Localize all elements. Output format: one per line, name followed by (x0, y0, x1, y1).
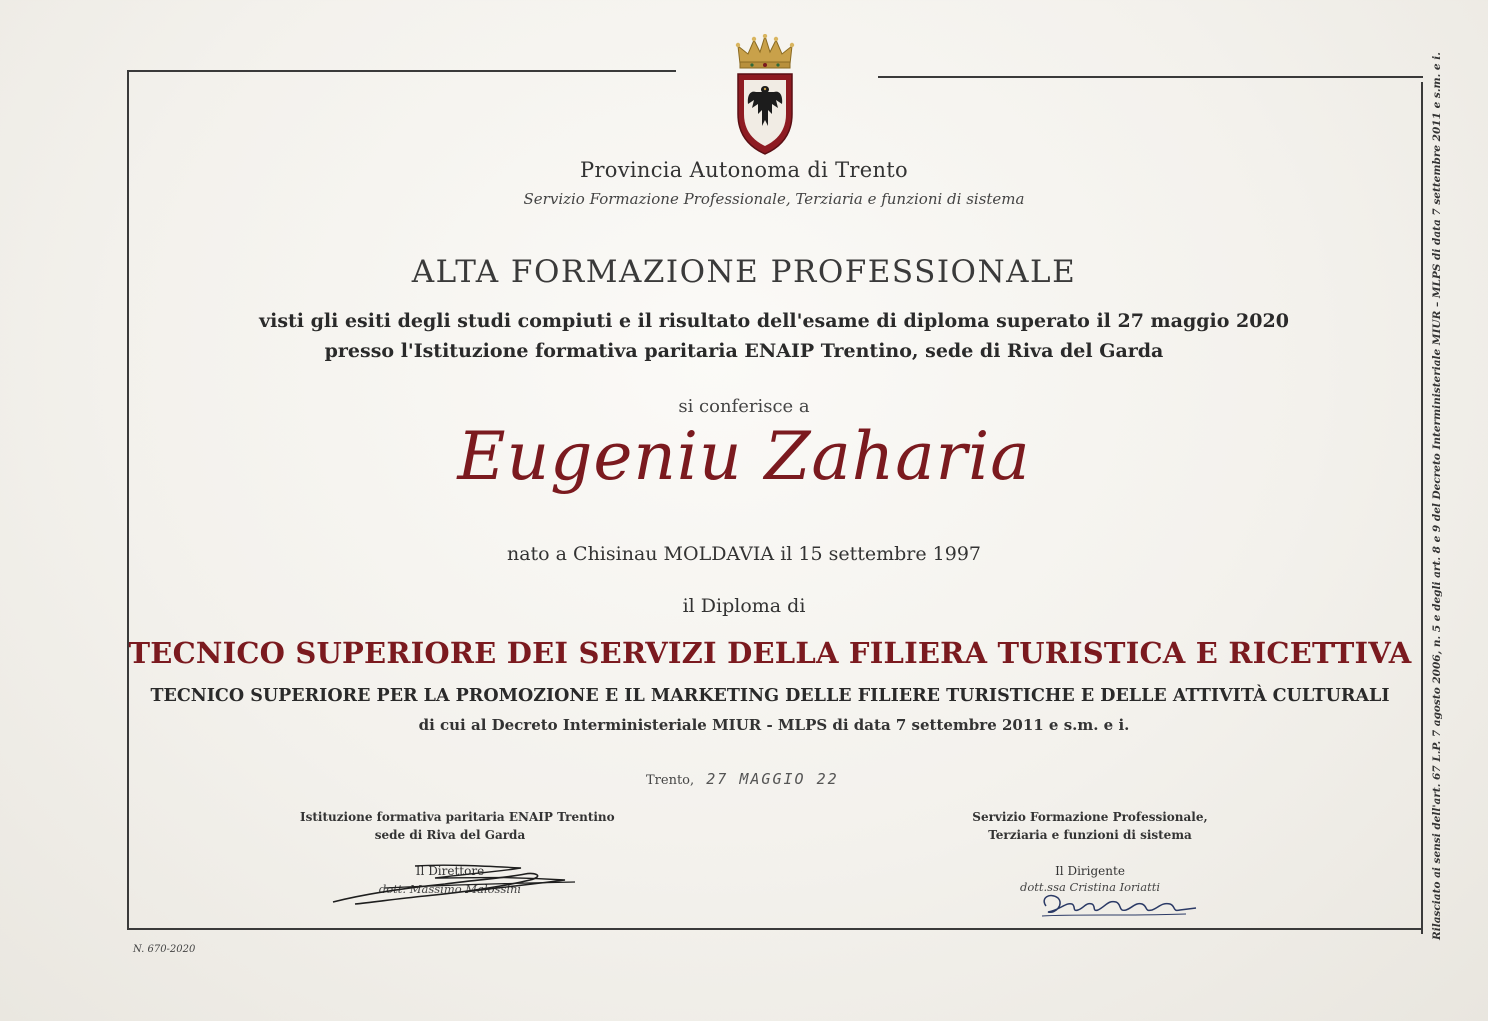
dirigente-signature-icon (1036, 888, 1206, 922)
issue-place: Trento, (646, 773, 695, 788)
handwritten-date: 27 MAGGIO 22 (706, 770, 839, 788)
intro-line-2: presso l'Istituzione formativa paritaria ENAIP Trentino, sede di Riva del Garda (324, 340, 1164, 362)
left-signatory-role: Il Direttore (415, 864, 485, 878)
right-signatory-role: Il Dirigente (1055, 864, 1125, 878)
issue-date-line (646, 770, 839, 788)
decree-reference: di cui al Decreto Interministeriale MIUR - MLPS di data 7 settembre 2011 e s.m. e i. (418, 716, 1130, 734)
right-org-line-2: Terziaria e funzioni di sistema (988, 828, 1192, 842)
left-signatory-org (300, 808, 615, 844)
legal-side-note: Rilasciato ai sensi dell'art. 67 L.P. 7 agosto 2006, n. 5 e degli art. 8 e 9 del Decreto Interministeriale MIUR – MLPS di data 7 settembre 2011 e s.m. e i. (1431, 52, 1443, 940)
coat-of-arms-icon (734, 34, 796, 156)
conferral-text: si conferisce a (678, 396, 810, 417)
specialization-title: TECNICO SUPERIORE PER LA PROMOZIONE E IL MARKETING DELLE FILIERE TURISTICHE E DELLE ATTIVITÀ CULTURALI (150, 686, 1390, 706)
qualification-title: TECNICO SUPERIORE DEI SERVIZI DELLA FILIERA TURISTICA E RICETTIVA (128, 636, 1412, 670)
birth-info: nato a Chisinau MOLDAVIA il 15 settembre 1997 (506, 543, 982, 565)
frame-top-left-line (127, 70, 676, 72)
right-signatory-org (940, 808, 1240, 844)
frame-top-right-line (878, 76, 1423, 78)
left-org-line-1: Istituzione formativa paritaria ENAIP Trentino (300, 810, 615, 824)
shield-icon (738, 74, 792, 154)
left-org-line-2: sede di Riva del Garda (374, 828, 526, 842)
director-signature-icon (325, 858, 585, 910)
frame-bottom-line (127, 928, 1423, 930)
recipient-name: Eugeniu Zaharia (457, 418, 1031, 495)
department-name: Servizio Formazione Professionale, Terziaria e funzioni di sistema (523, 190, 1025, 208)
institution-name: Provincia Autonoma di Trento (580, 158, 908, 182)
diploma-label: il Diploma di (682, 595, 806, 617)
serial-number: N. 670-2020 (133, 944, 196, 955)
crown-icon (736, 34, 794, 68)
right-signatory-name: dott.ssa Cristina Ioriatti (1019, 880, 1160, 894)
intro-line-1: visti gli esiti degli studi compiuti e il risultato dell'esame di diploma superato il 27 maggio 2020 (259, 310, 1289, 332)
certificate-title: ALTA FORMAZIONE PROFESSIONALE (411, 254, 1077, 290)
left-signatory-name: dott. Massimo Malossini (378, 882, 522, 896)
frame-right-line (1421, 82, 1423, 934)
right-org-line-1: Servizio Formazione Professionale, (972, 810, 1208, 824)
